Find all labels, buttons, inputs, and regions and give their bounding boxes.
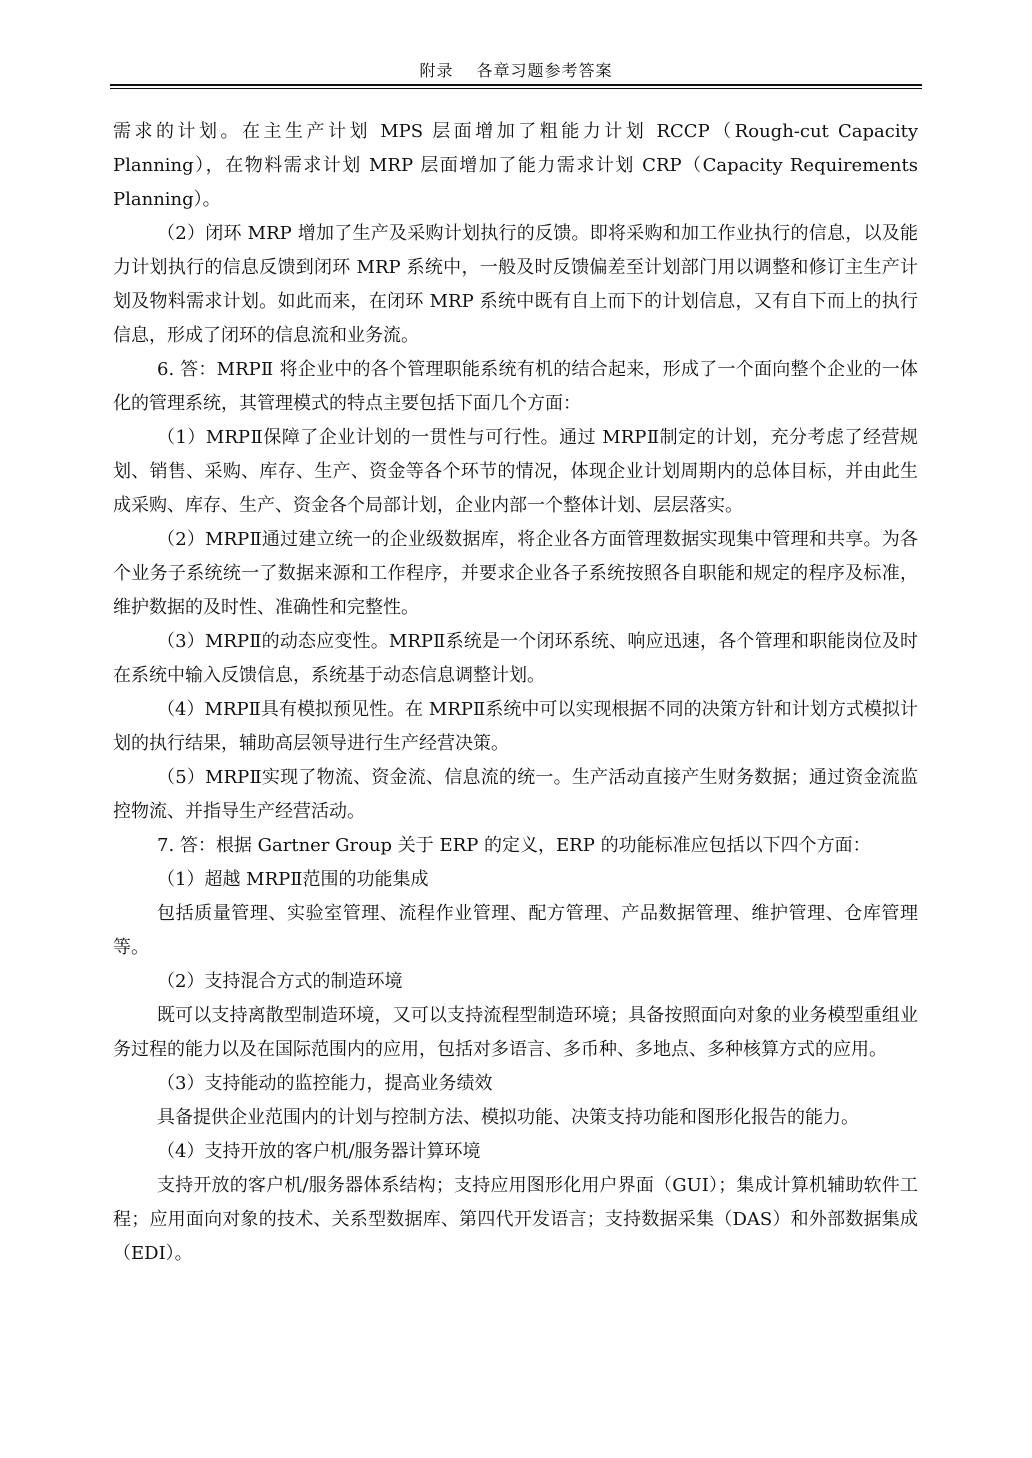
- paragraph-closed-loop-mrp: （2）闭环 MRP 增加了生产及采购计划执行的反馈。即将采购和加工作业执行的信息，以及能力计划执行的信息反馈到闭环 MRP 系统中，一般及时反馈偏差至计划部门用以调整和修订主生产计划及物料需求计划。如此而来，在闭环 MRP 系统中既有自上而下的计划信息，又有自下而上的执行信息，形成了闭环的信息流和业务流。: [113, 223, 918, 346]
- paragraph-erp-point-3: 具备提供企业范围内的计划与控制方法、模拟功能、决策支持功能和图形化报告的能力。: [157, 1107, 859, 1128]
- page-header: 附录 各章习题参考答案: [419, 61, 613, 80]
- paragraph-mrp2-point-3: （3）MRPⅡ的动态应变性。MRPⅡ系统是一个闭环系统、响应迅速，各个管理和职能岗位及时在系统中输入反馈信息，系统基于动态信息调整计划。: [113, 631, 918, 686]
- paragraph-mrp2-point-5: （5）MRPⅡ实现了物流、资金流、信息流的统一。生产活动直接产生财务数据；通过资金流监控物流、并指导生产经营活动。: [113, 767, 918, 822]
- paragraph-answer-7: 7. 答：根据 Gartner Group 关于 ERP 的定义，ERP 的功能标准应包括以下四个方面：: [157, 835, 871, 856]
- paragraph-mrp2-point-2: （2）MRPⅡ通过建立统一的企业级数据库，将企业各方面管理数据实现集中管理和共享。为各个业务子系统统一了数据来源和工作程序，并要求企业各子系统按照各自职能和规定的程序及标准，维护数据的及时性、准确性和完整性。: [113, 529, 918, 618]
- heading-erp-point-4: （4）支持开放的客户机/服务器计算环境: [157, 1141, 481, 1162]
- heading-erp-point-3: （3）支持能动的监控能力，提高业务绩效: [157, 1073, 493, 1094]
- paragraph-mrp2-point-4: （4）MRPⅡ具有模拟预见性。在 MRPⅡ系统中可以实现根据不同的决策方针和计划方式模拟计划的执行结果，辅助高层领导进行生产经营决策。: [113, 699, 918, 754]
- header-rule-thick: [110, 84, 922, 86]
- paragraph-erp-point-4: 支持开放的客户机/服务器体系结构；支持应用图形化用户界面（GUI）；集成计算机辅助软件工程；应用面向对象的技术、关系型数据库、第四代开发语言；支持数据采集（DAS）和外部数据集成（EDI）。: [113, 1175, 918, 1264]
- paragraph-continuation: 需求的计划。在主生产计划 MPS 层面增加了粗能力计划 RCCP（Rough-cut Capacity Planning），在物料需求计划 MRP 层面增加了能力需求计划 CRP（Capacity Requirements Planning）。: [113, 121, 918, 210]
- paragraph-mrp2-point-1: （1）MRPⅡ保障了企业计划的一贯性与可行性。通过 MRPⅡ制定的计划，充分考虑了经营规划、销售、采购、库存、生产、资金等各个环节的情况，体现企业计划周期内的总体目标，并由此生成采购、库存、生产、资金各个局部计划，企业内部一个整体计划、层层落实。: [113, 427, 918, 516]
- heading-erp-point-1: （1）超越 MRPⅡ范围的功能集成: [157, 869, 429, 890]
- page-body: [113, 115, 918, 1415]
- paragraph-answer-6: 6. 答：MRPⅡ 将企业中的各个管理职能系统有机的结合起来，形成了一个面向整个企业的一体化的管理系统，其管理模式的特点主要包括下面几个方面：: [113, 359, 918, 414]
- header-rule-thin: [110, 88, 922, 89]
- heading-erp-point-2: （2）支持混合方式的制造环境: [157, 971, 403, 992]
- paragraph-erp-point-1: 包括质量管理、实验室管理、流程作业管理、配方管理、产品数据管理、维护管理、仓库管理等。: [113, 903, 918, 958]
- paragraph-erp-point-2: 既可以支持离散型制造环境，又可以支持流程型制造环境；具备按照面向对象的业务模型重组业务过程的能力以及在国际范围内的应用，包括对多语言、多币种、多地点、多种核算方式的应用。: [113, 1005, 918, 1060]
